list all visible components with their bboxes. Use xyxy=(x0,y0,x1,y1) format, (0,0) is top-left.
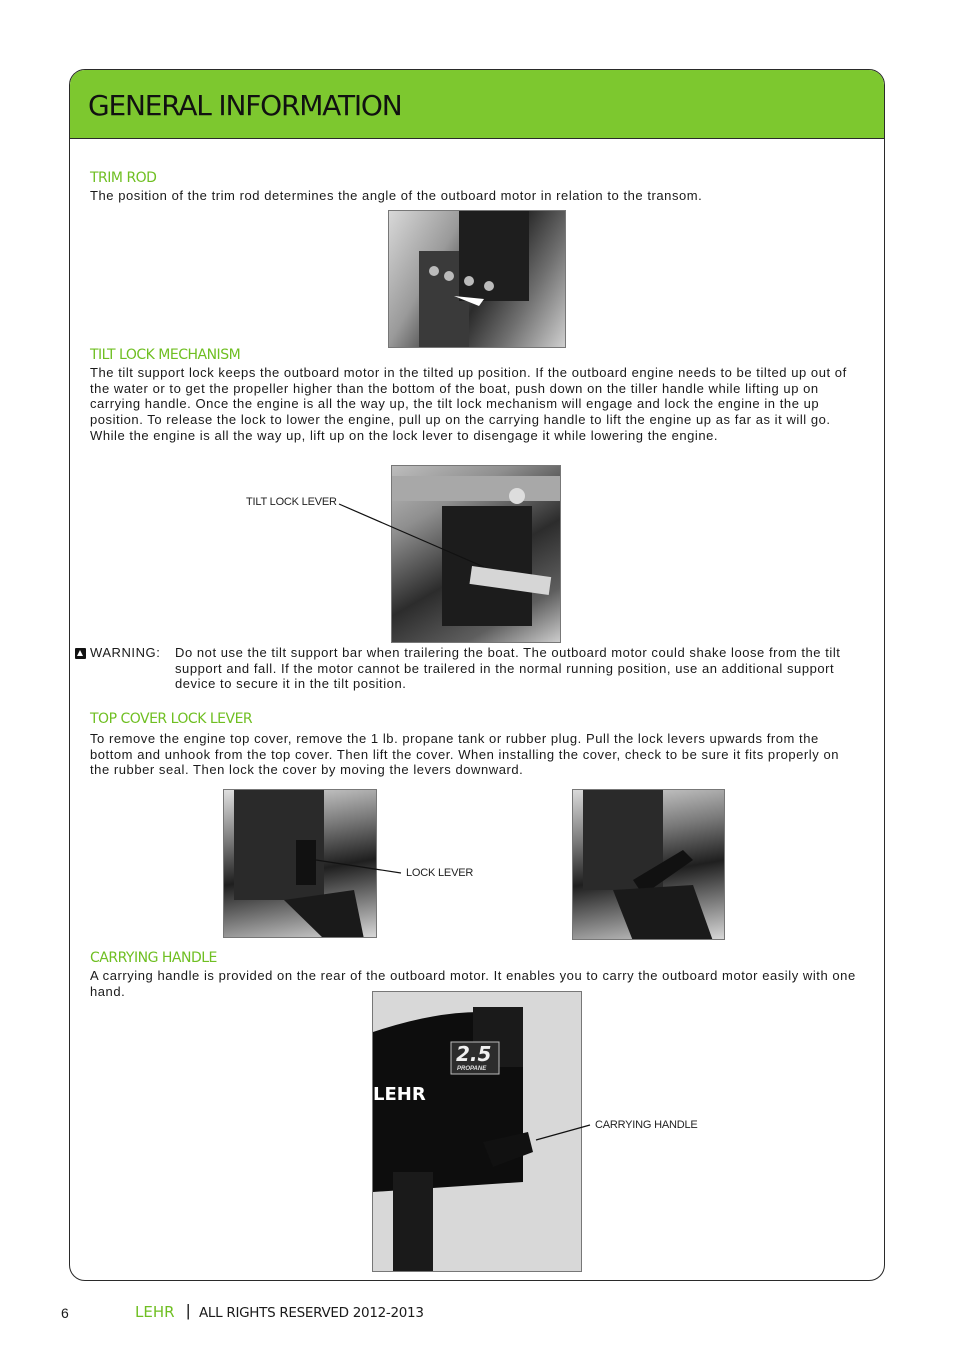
trim-rod-photo xyxy=(388,210,566,348)
warning-icon xyxy=(75,648,86,659)
section-header xyxy=(70,70,884,139)
lock-lever-photo-open-art xyxy=(573,790,725,940)
model-sub-label: PROPANE xyxy=(457,1066,487,1072)
tilt-lock-photo-art xyxy=(392,466,561,643)
top-cover-heading: TOP COVER LOCK LEVER xyxy=(90,711,253,727)
footer-separator: | xyxy=(186,1301,191,1320)
trim-rod-heading: TRIM ROD xyxy=(90,170,157,186)
warning-text: Do not use the tilt support bar when trailering the boat. The outboard motor could shake loose from the tilt support and fall. If the motor cannot be trailered in the normal running position, use an additional support device to secure it in the tilt position. xyxy=(175,645,841,692)
carrying-handle-photo xyxy=(372,991,582,1272)
tilt-lock-heading: TILT LOCK MECHANISM xyxy=(90,347,241,363)
tilt-lock-photo xyxy=(391,465,561,643)
lock-lever-photo-closed xyxy=(223,789,377,938)
top-cover-text: To remove the engine top cover, remove the 1 lb. propane tank or rubber plug. Pull the lock levers upwards from the bottom and unhook from the top cover. Then lift the cover. When installing the cover, check to be sure it fits properly on the rubber seal. Then lock the cover by moving the levers downward. xyxy=(90,731,840,778)
footer-brand: LEHR xyxy=(135,1303,175,1321)
brand-label: LEHR xyxy=(373,1084,426,1105)
carrying-handle-photo-art xyxy=(373,992,582,1272)
carrying-handle-heading: CARRYING HANDLE xyxy=(90,950,217,966)
trim-rod-text: The position of the trim rod determines the angle of the outboard motor in relation to the transom. xyxy=(90,188,703,203)
page-title: GENERAL INFORMATION xyxy=(88,89,402,122)
page-number: 6 xyxy=(61,1305,69,1321)
trim-rod-photo-art xyxy=(389,211,566,348)
footer-rights: ALL RIGHTS RESERVED 2012-2013 xyxy=(199,1305,424,1321)
tilt-lock-text: The tilt support lock keeps the outboard motor in the tilted up position. If the outboard engine needs to be tilted up out of the water or to get the propeller higher than the bottom of the boat, push down on the tiller handle while lifting up on carrying handle. Once the engine is all the way up, the tilt lock mechanism will engage and lock the engine in the up position. To release the lock to lower the engine, pull up on the carrying handle to lift the engine up as far as it will go. While the engine is all the way up, lift up on the lock lever to disengage it while lowering the engine. xyxy=(90,365,847,443)
lock-lever-callout: LOCK LEVER xyxy=(406,867,474,879)
model-label: 2.5 xyxy=(456,1042,492,1066)
tilt-lock-lever-callout: TILT LOCK LEVER xyxy=(246,496,337,508)
carrying-handle-text: A carrying handle is provided on the rear of the outboard motor. It enables you to carry the outboard motor easily with one hand. xyxy=(90,968,856,999)
lock-lever-photo-closed-art xyxy=(224,790,377,938)
warning-label: WARNING: xyxy=(90,645,161,660)
lock-lever-photo-open xyxy=(572,789,725,940)
carrying-handle-callout: CARRYING HANDLE xyxy=(595,1119,698,1131)
